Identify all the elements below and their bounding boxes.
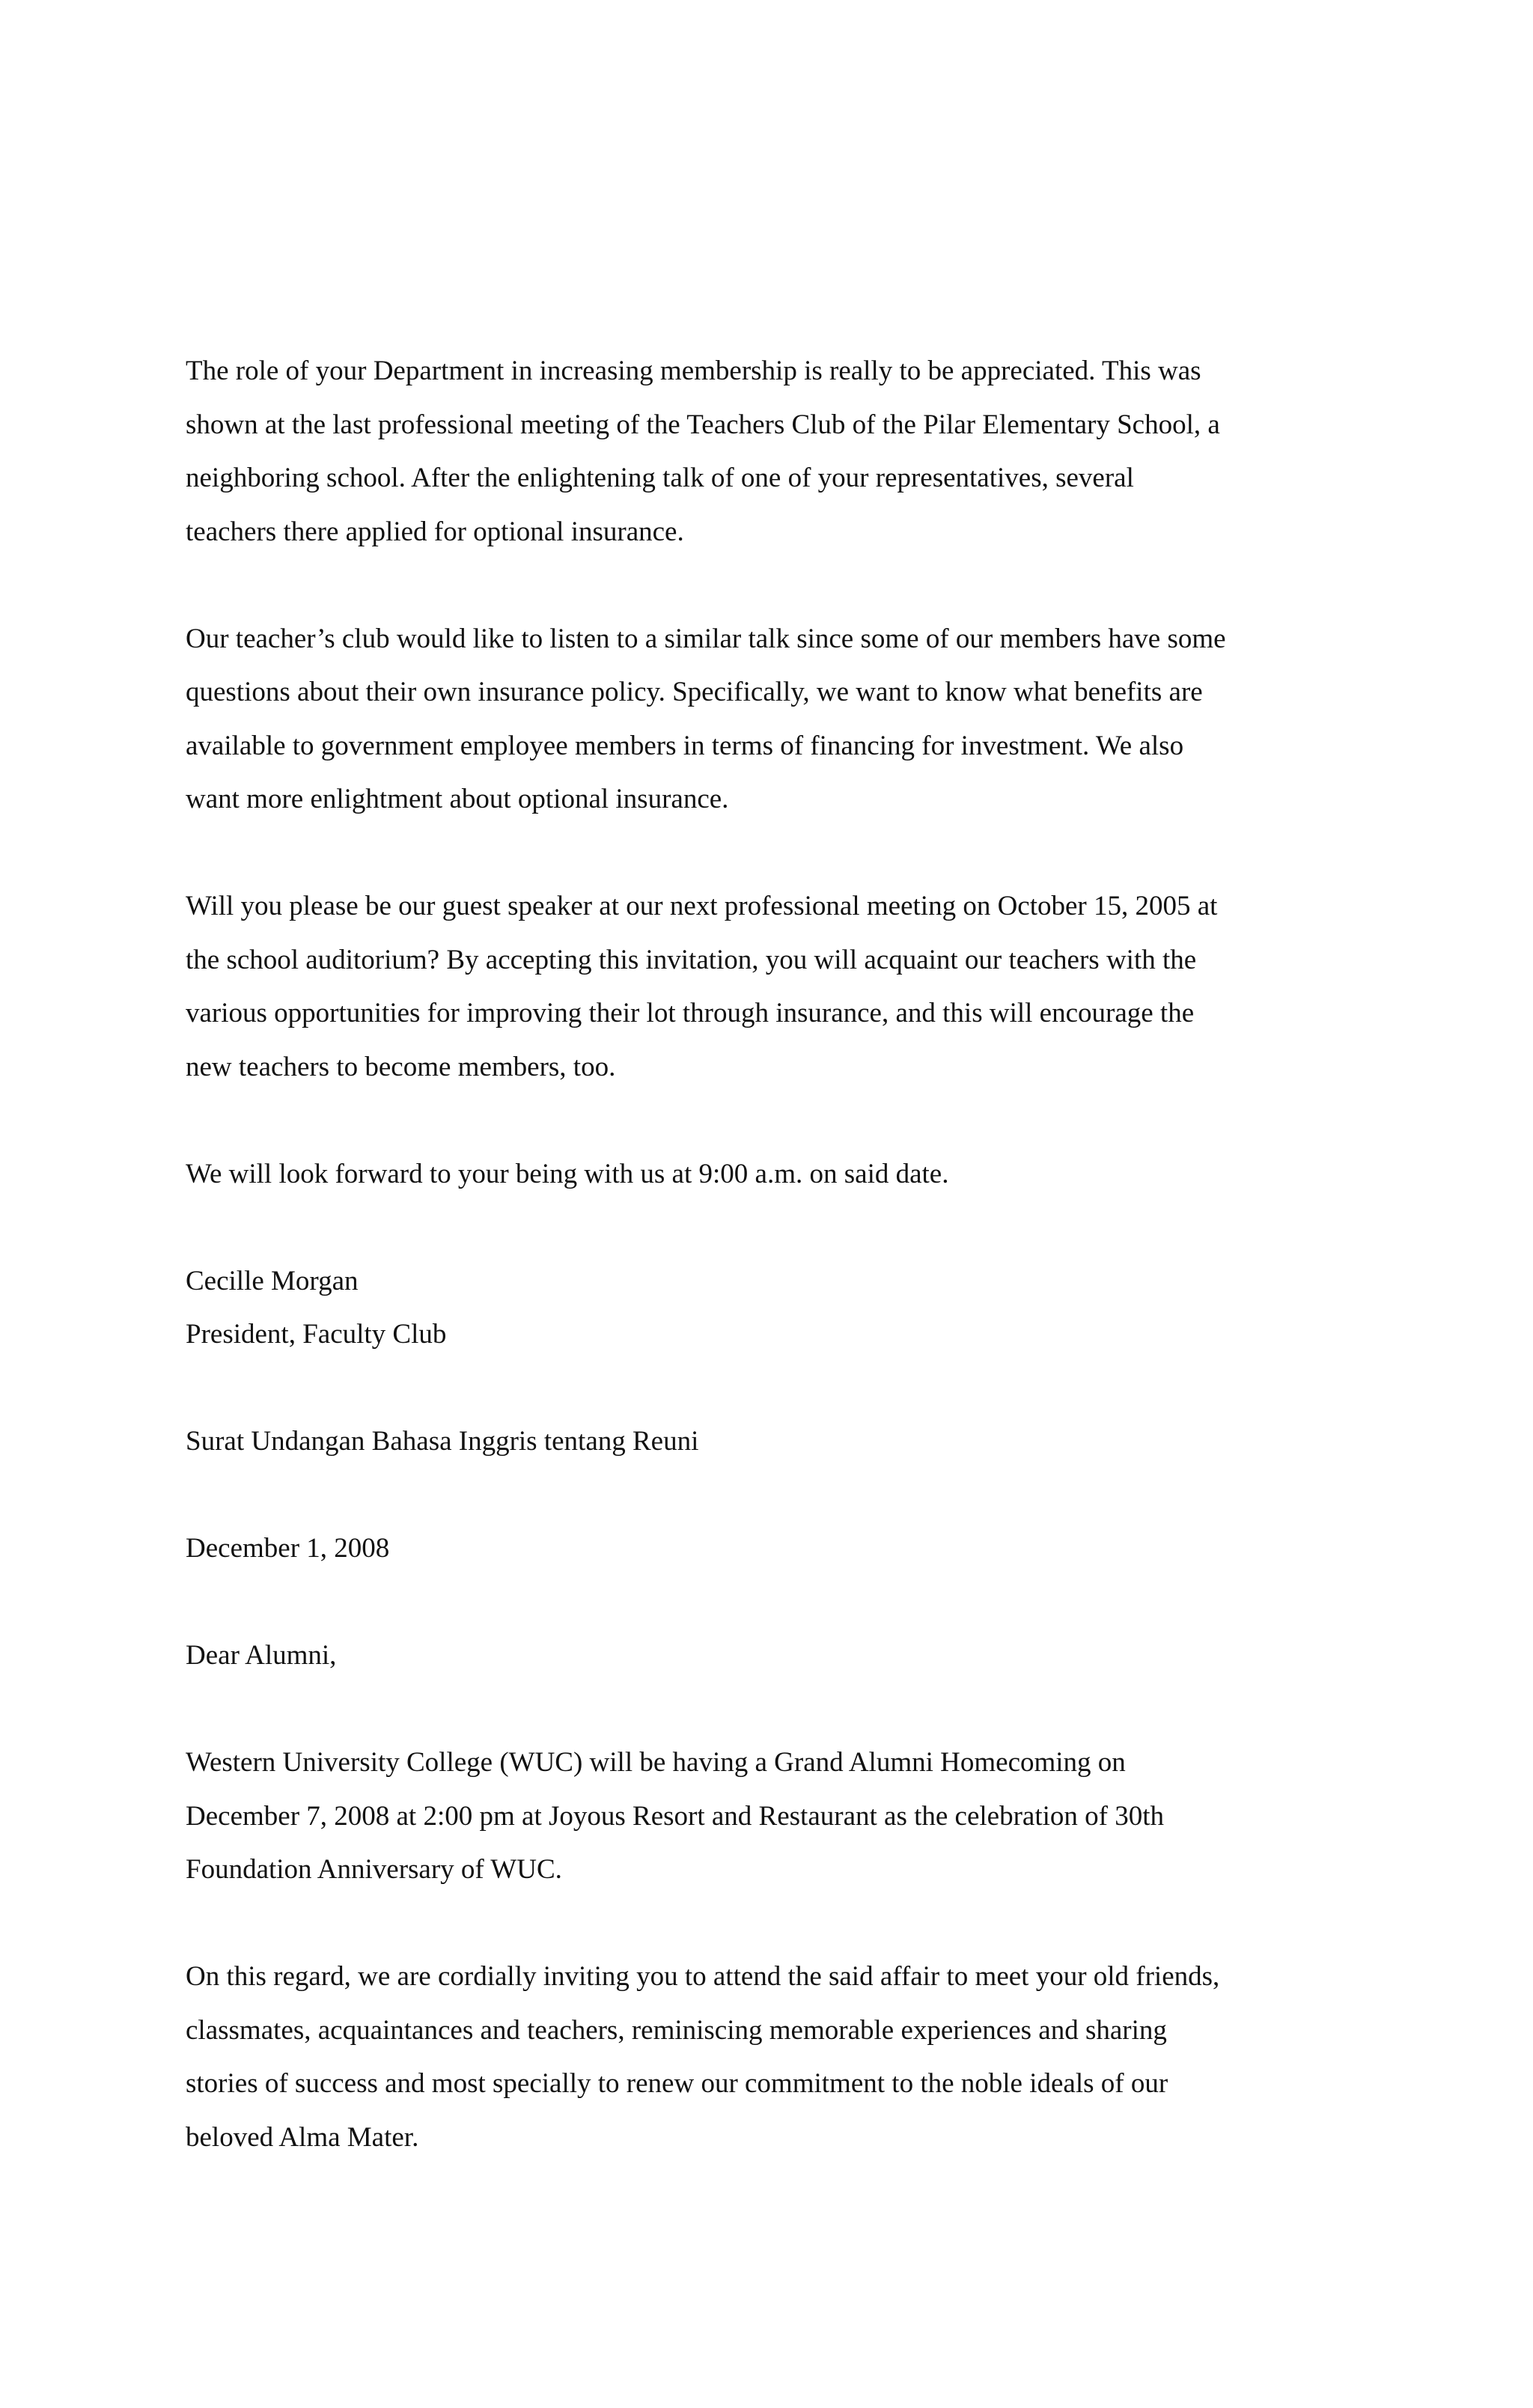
text-line: Foundation Anniversary of WUC.	[186, 1854, 562, 1885]
letter2-date	[186, 1522, 1368, 1576]
section-heading	[186, 1415, 1368, 1469]
document-body	[186, 344, 1368, 2218]
letter-date: December 1, 2008	[186, 1533, 390, 1564]
text-line: teachers there applied for optional insurance.	[186, 516, 684, 547]
text-line: Our teacher’s club would like to listen to a similar talk since some of our members have some	[186, 623, 1226, 654]
text-line: the school auditorium? By accepting this invitation, you will acquaint our teachers with the	[186, 944, 1197, 975]
text-line: Will you please be our guest speaker at our next professional meeting on October 15, 2005 at	[186, 891, 1218, 921]
text-line: shown at the last professional meeting of the Teachers Club of the Pilar Elementary School, a	[186, 409, 1220, 440]
letter2-paragraph-1	[186, 1736, 1368, 1897]
section-heading-text: Surat Undangan Bahasa Inggris tentang Reuni	[186, 1426, 699, 1457]
text-line: new teachers to become members, too.	[186, 1051, 616, 1082]
letter1-paragraph-2	[186, 612, 1368, 826]
text-line: questions about their own insurance policy. Specifically, we want to know what benefits are	[186, 677, 1203, 707]
text-line: various opportunities for improving their lot through insurance, and this will encourage the	[186, 998, 1195, 1028]
text-line: classmates, acquaintances and teachers, reminiscing memorable experiences and sharing	[186, 2014, 1167, 2046]
text-line: We will look forward to your being with us at 9:00 a.m. on said date.	[186, 1158, 949, 1189]
text-line: beloved Alma Mater.	[186, 2121, 419, 2153]
text-line: available to government employee members in terms of financing for investment. We also	[186, 730, 1184, 761]
letter1-paragraph-4	[186, 1147, 1368, 1201]
letter1-paragraph-1	[186, 344, 1368, 558]
letter1-signature	[186, 1255, 1368, 1362]
text-line: The role of your Department in increasing membership is really to be appreciated. This was	[186, 356, 1201, 386]
signature-title: President, Faculty Club	[186, 1319, 447, 1350]
text-line: On this regard, we are cordially inviting you to attend the said affair to meet your old friends,	[186, 1961, 1220, 1992]
letter1-paragraph-3	[186, 880, 1368, 1094]
text-line: want more enlightment about optional insurance.	[186, 784, 729, 814]
text-line: stories of success and most specially to renew our commitment to the noble ideals of our	[186, 2068, 1168, 2099]
signature-name: Cecille Morgan	[186, 1265, 359, 1296]
text-line: neighboring school. After the enlightening talk of one of your representatives, several	[186, 463, 1134, 493]
salutation: Dear Alumni,	[186, 1640, 337, 1671]
text-line: December 7, 2008 at 2:00 pm at Joyous Resort and Restaurant as the celebration of 30th	[186, 1800, 1164, 1832]
text-line: Western University College (WUC) will be having a Grand Alumni Homecoming on	[186, 1747, 1126, 1778]
letter2-salutation	[186, 1629, 1368, 1683]
letter2-paragraph-2	[186, 1950, 1368, 2164]
